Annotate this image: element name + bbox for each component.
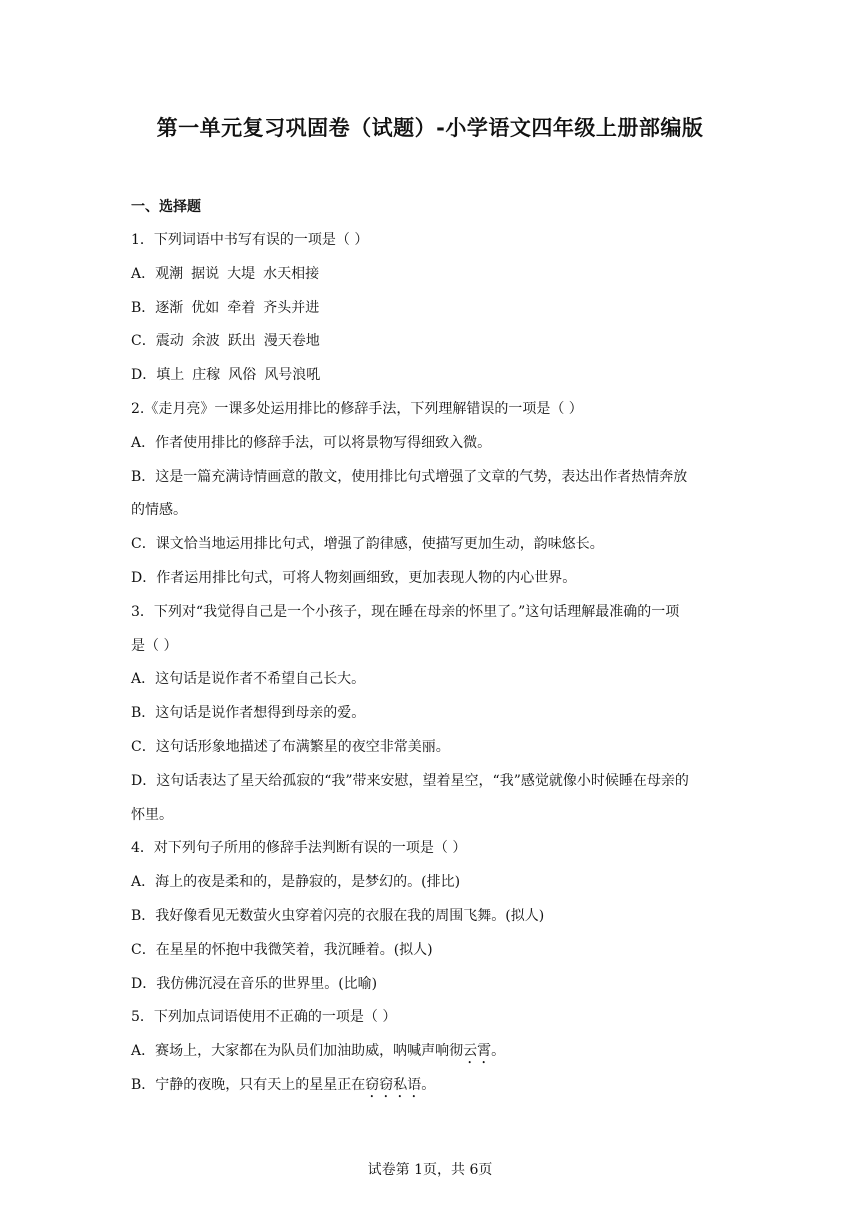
q2-option-a: A．作者使用排比的修辞手法，可以将景物写得细致入微。 xyxy=(131,434,492,451)
option-word: 填上 xyxy=(156,367,185,384)
q4-stem: 4．对下列句子所用的修辞手法判断有误的一项是（ ） xyxy=(131,840,467,857)
q3-option-a: A．这句话是说作者不希望自己长大。 xyxy=(131,671,366,688)
dotted-word: 云霄 xyxy=(463,1043,492,1060)
q1-option-c xyxy=(131,325,741,359)
q1-option-d xyxy=(131,359,741,393)
q4-option-c: C．在星星的怀抱中我微笑着，我沉睡着。(拟人) xyxy=(131,941,433,958)
option-word: 漫天卷地 xyxy=(263,333,320,350)
option-letter: A． xyxy=(131,265,156,282)
option-word: 据说 xyxy=(191,265,220,282)
option-text: 。 xyxy=(421,1076,436,1093)
option-text: A．赛场上，大家都在为队员们加油助威，呐喊声响彻 xyxy=(131,1043,464,1060)
question-list xyxy=(131,224,741,1103)
option-word: 跃出 xyxy=(227,333,256,350)
option-word: 震动 xyxy=(155,333,184,350)
option-word: 牵着 xyxy=(227,299,256,316)
option-word: 庄稼 xyxy=(192,367,221,384)
q2-option-b-continued: 的情感。 xyxy=(131,502,187,519)
q5-option-a xyxy=(131,1035,741,1069)
option-word: 观潮 xyxy=(155,265,184,282)
q3-option-b: B．这句话是说作者想得到母亲的爱。 xyxy=(131,705,366,722)
option-word: 逐渐 xyxy=(155,299,184,316)
option-word: 风俗 xyxy=(228,367,257,384)
option-word: 风号浪吼 xyxy=(264,367,321,384)
q5-stem: 5．下列加点词语使用不正确的一项是（ ） xyxy=(131,1009,397,1026)
q5-option-b xyxy=(131,1069,741,1103)
q4-option-d: D．我仿佛沉浸在音乐的世界里。(比喻) xyxy=(131,975,378,992)
q4-option-a: A．海上的夜是柔和的，是静寂的，是梦幻的。(排比) xyxy=(131,874,461,891)
option-word: 余波 xyxy=(191,333,220,350)
option-word: 优如 xyxy=(191,299,220,316)
option-letter: C． xyxy=(131,333,156,350)
q2-option-d: D．作者运用排比句式，可将人物刻画细致，更加表现人物的内心世界。 xyxy=(131,569,577,586)
dotted-word: 窃窃私语 xyxy=(365,1076,422,1093)
page-title: 第一单元复习巩固卷（试题）-小学语文四年级上册部编版 xyxy=(156,116,704,140)
option-letter: B． xyxy=(131,299,156,316)
section-heading: 一、选择题 xyxy=(131,199,201,215)
option-text: B．宁静的夜晚，只有天上的星星正在 xyxy=(131,1076,366,1093)
q4-option-b: B．我好像看见无数萤火虫穿着闪亮的衣服在我的周围飞舞。(拟人) xyxy=(131,907,545,924)
q3-option-d-continued: 怀里。 xyxy=(131,806,173,823)
option-word: 齐头并进 xyxy=(263,299,320,316)
q3-option-c: C．这句话形象地描述了布满繁星的夜空非常美丽。 xyxy=(131,738,450,755)
q3-stem: 3．下列对“我觉得自己是一个小孩子，现在睡在母亲的怀里了。”这句话理解最准确的一项 xyxy=(131,603,680,620)
option-letter: D． xyxy=(131,367,157,384)
q1-option-a xyxy=(131,258,741,292)
page-footer: 试卷第 1页，共 6页 xyxy=(367,1162,493,1178)
option-word: 大堤 xyxy=(227,265,256,282)
q2-stem: 2.《走月亮》一课多处运用排比的修辞手法，下列理解错误的一项是（ ） xyxy=(131,400,583,417)
q2-option-b: B．这是一篇充满诗情画意的散文，使用排比句式增强了文章的气势，表达出作者热情奔放 xyxy=(131,468,688,485)
q3-stem-continued: 是（ ） xyxy=(131,637,178,654)
q1-stem: 1．下列词语中书写有误的一项是（ ） xyxy=(131,232,369,248)
option-word: 水天相接 xyxy=(263,265,320,282)
q1-option-b xyxy=(131,292,741,326)
q2-option-c: C．课文恰当地运用排比句式，增强了韵律感，使描写更加生动，韵味悠长。 xyxy=(131,536,604,553)
option-text: 。 xyxy=(491,1043,506,1060)
q3-option-d: D．这句话表达了星天给孤寂的“我”带来安慰，望着星空，“我”感觉就像小时候睡在母亲的 xyxy=(131,772,689,789)
